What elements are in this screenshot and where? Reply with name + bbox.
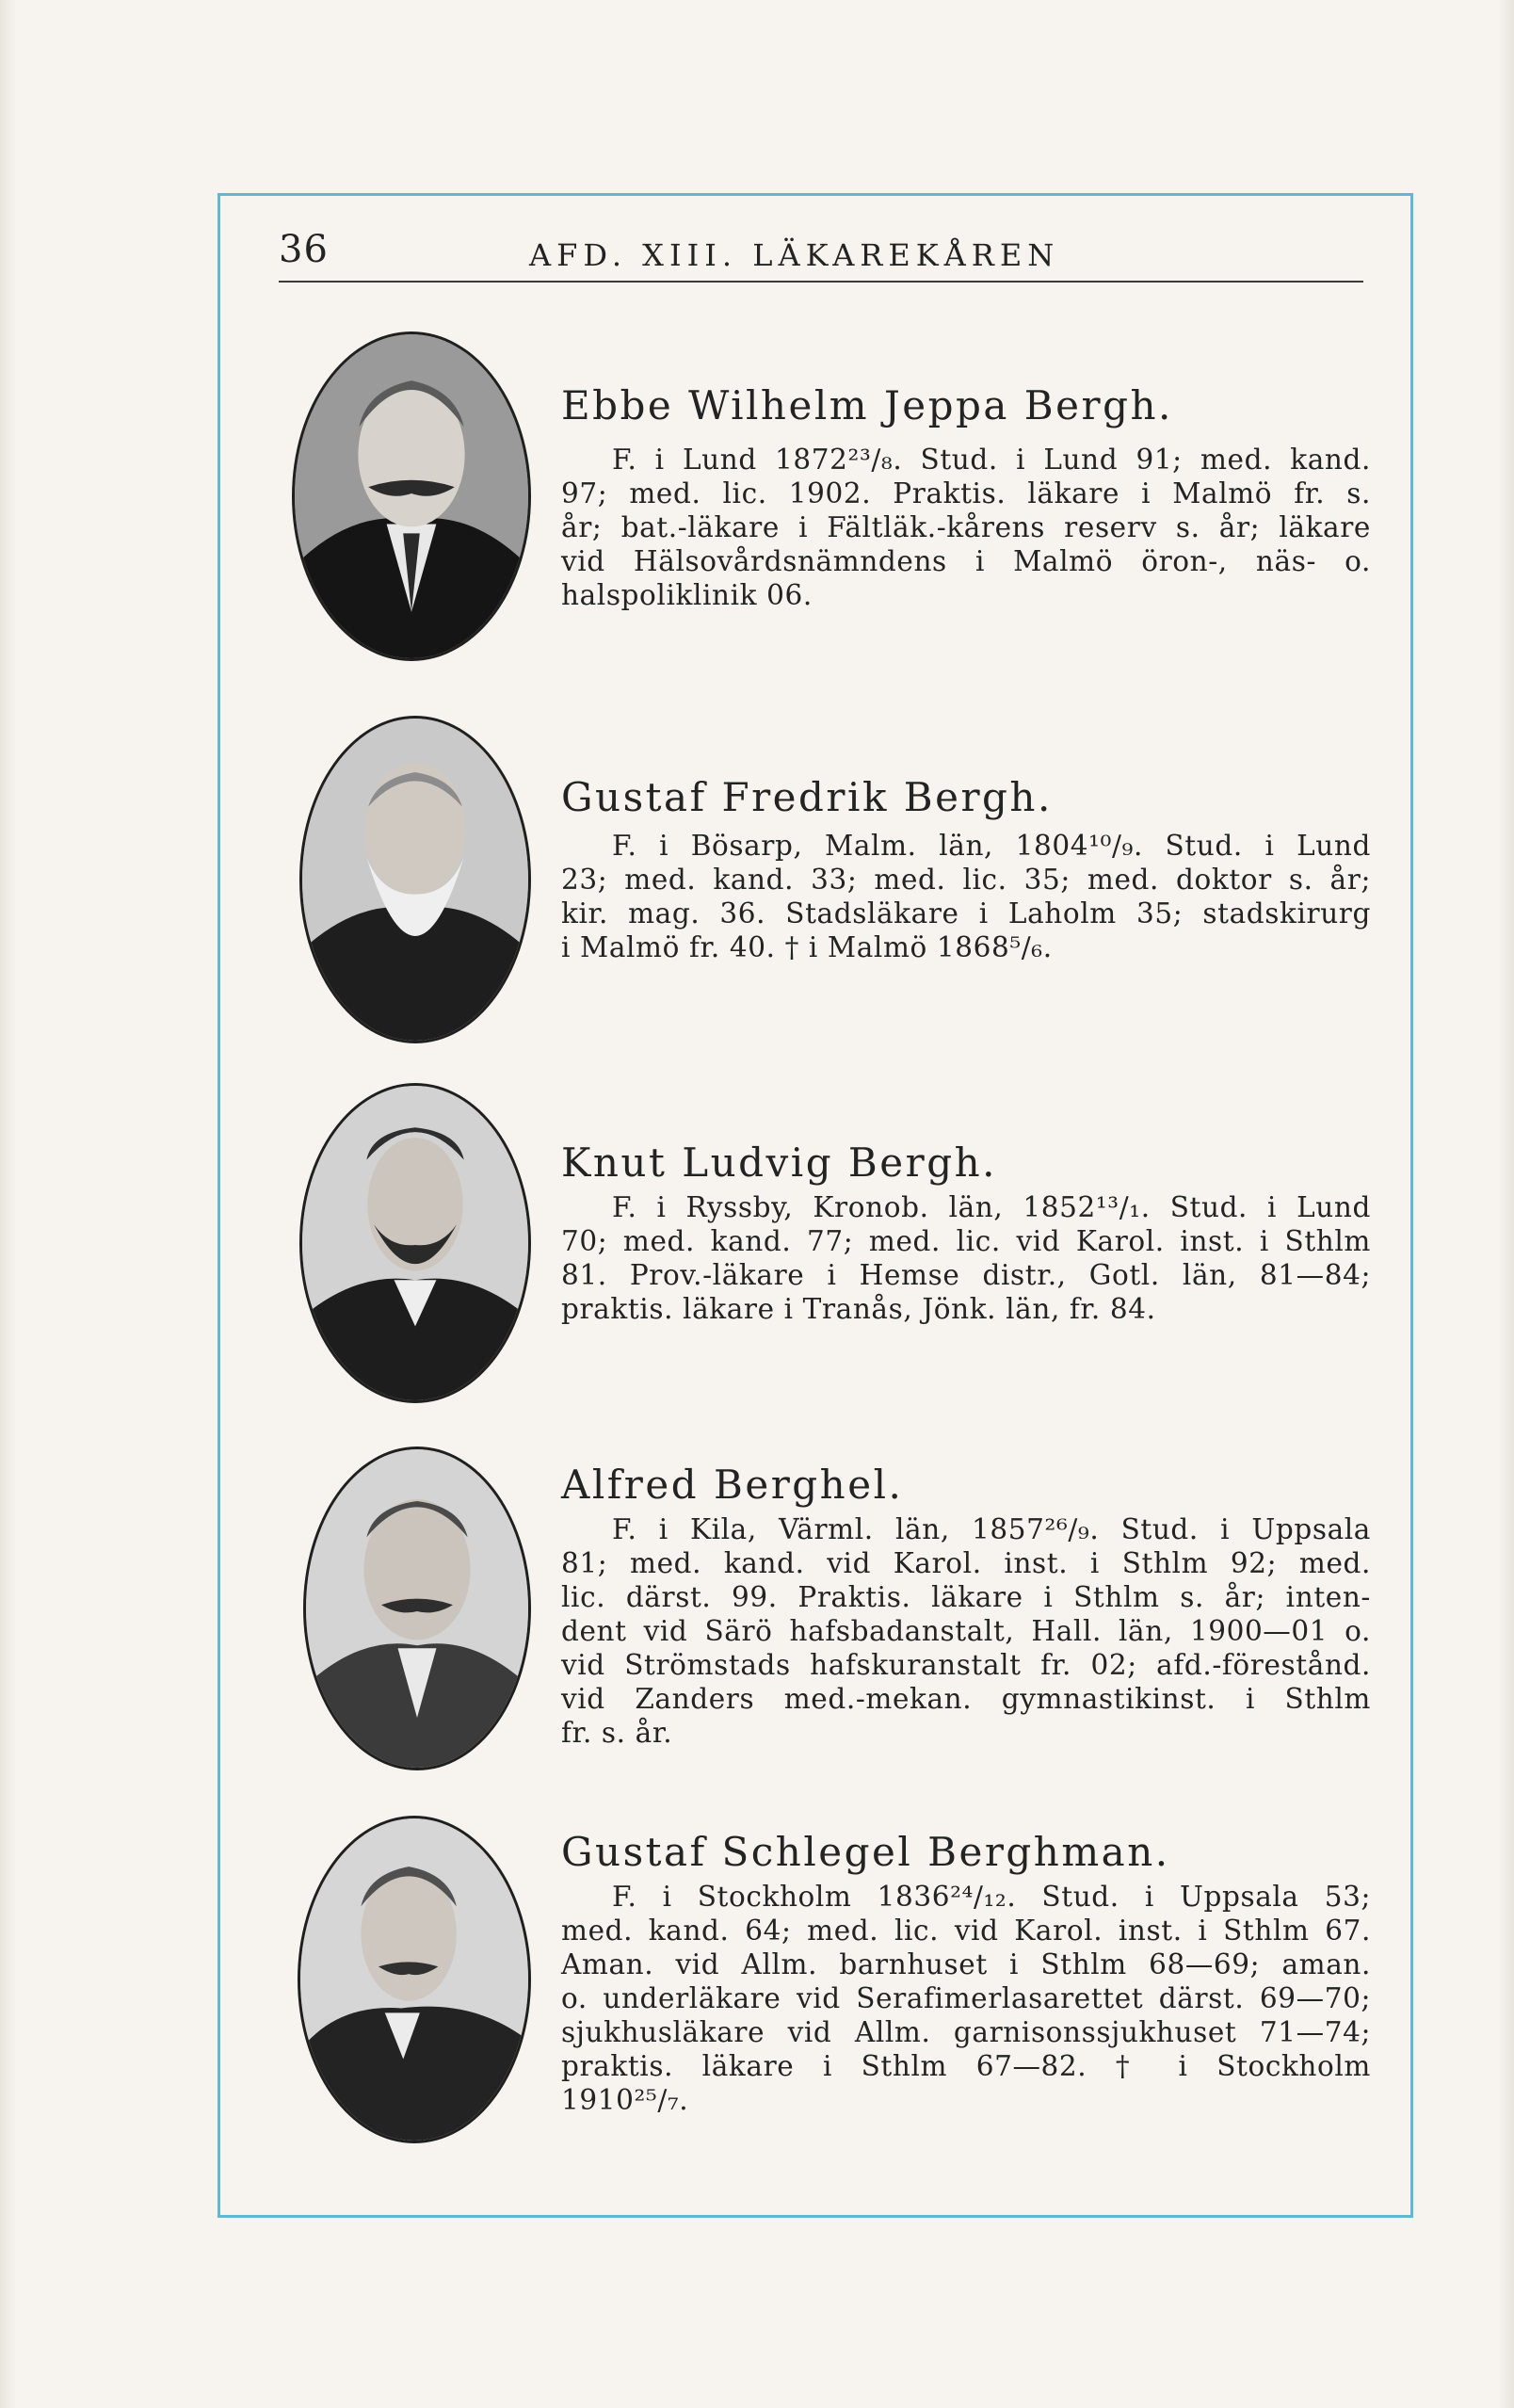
- bio-line: i Malmö fr. 40. † i Malmö 1868⁵/₆.: [561, 931, 1053, 963]
- bio-line: 97; med. lic. 1902. Praktis. läkare i Malmö fr. s.: [561, 477, 1371, 509]
- bio-line: fr. s. år.: [561, 1717, 673, 1749]
- bio-line: F. i Stockholm 1836²⁴/₁₂. Stud. i Uppsala 53;: [612, 1881, 1371, 1913]
- bio-line: praktis. läkare i Sthlm 67—82. † i Stockholm: [561, 2050, 1371, 2082]
- bio-line: år; bat.-läkare i Fältläk.-kårens reserv s. år; läkare: [561, 511, 1371, 543]
- bio-line: sjukhusläkare vid Allm. garnisonssjukhuset 71—74;: [561, 2016, 1371, 2048]
- bio-line: 23; med. kand. 33; med. lic. 35; med. doktor s. år;: [561, 864, 1371, 896]
- bio-line: 1910²⁵/₇.: [561, 2084, 689, 2116]
- bio-line: Aman. vid Allm. barnhuset i Sthlm 68—69; aman.: [561, 1948, 1371, 1980]
- bio-line: F. i Bösarp, Malm. län, 1804¹⁰/₉. Stud. i Lund: [612, 830, 1371, 862]
- portrait-photo-icon: [299, 1083, 531, 1403]
- bio-line: 81. Prov.-läkare i Hemse distr., Gotl. län, 81—84;: [561, 1259, 1371, 1291]
- running-head: AFD. XIII. LÄKAREKÅREN: [529, 237, 1060, 273]
- bio-line: vid Zanders med.-mekan. gymnastikinst. i Sthlm: [561, 1683, 1371, 1715]
- bio-line: kir. mag. 36. Stadsläkare i Laholm 35; stadskirurg: [561, 897, 1371, 929]
- bio-line: med. kand. 64; med. lic. vid Karol. inst. i Sthlm 67.: [561, 1915, 1371, 1947]
- entry-bio: [561, 1512, 1371, 1750]
- entry-name: Alfred Berghel.: [561, 1462, 904, 1508]
- page-number: 36: [279, 228, 329, 271]
- bio-line: 81; med. kand. vid Karol. inst. i Sthlm 92; med.: [561, 1547, 1371, 1579]
- bio-line: o. underläkare vid Serafimerlasarettet därst. 69—70;: [561, 1982, 1371, 2014]
- bio-line: vid Strömstads hafskuranstalt fr. 02; afd.-förestånd.: [561, 1649, 1371, 1681]
- entry-name: Gustaf Schlegel Berghman.: [561, 1829, 1170, 1875]
- entry-bio: [561, 443, 1371, 612]
- portrait-photo-icon: [303, 1446, 531, 1770]
- page-header: [279, 224, 1363, 283]
- entry-bio: [561, 1190, 1371, 1326]
- bio-line: F. i Kila, Värml. län, 1857²⁶/₉. Stud. i Uppsala: [612, 1513, 1371, 1545]
- bio-line: praktis. läkare i Tranås, Jönk. län, fr. 84.: [561, 1293, 1156, 1325]
- bio-line: vid Hälsovårdsnämndens i Malmö öron-, näs- o.: [561, 545, 1371, 577]
- entry-name: Knut Ludvig Bergh.: [561, 1139, 998, 1186]
- portrait-photo-icon: [299, 716, 531, 1043]
- bio-line: F. i Lund 1872²³/₈. Stud. i Lund 91; med. kand.: [612, 444, 1371, 476]
- entry-name: Gustaf Fredrik Bergh.: [561, 774, 1053, 820]
- bio-line: lic. därst. 99. Praktis. läkare i Sthlm s. år; inten-: [561, 1581, 1371, 1613]
- portrait-photo-icon: [298, 1816, 531, 2143]
- bio-line: F. i Ryssby, Kronob. län, 1852¹³/₁. Stud. i Lund: [612, 1191, 1371, 1223]
- bio-line: dent vid Särö hafsbadanstalt, Hall. län, 1900—01 o.: [561, 1615, 1371, 1647]
- entry-bio: [561, 829, 1371, 964]
- portrait-photo-icon: [292, 331, 531, 661]
- bio-line: halspoliklinik 06.: [561, 579, 813, 611]
- bio-line: 70; med. kand. 77; med. lic. vid Karol. inst. i Sthlm: [561, 1225, 1371, 1257]
- entry-bio: [561, 1880, 1371, 2117]
- entry-name: Ebbe Wilhelm Jeppa Bergh.: [561, 382, 1173, 428]
